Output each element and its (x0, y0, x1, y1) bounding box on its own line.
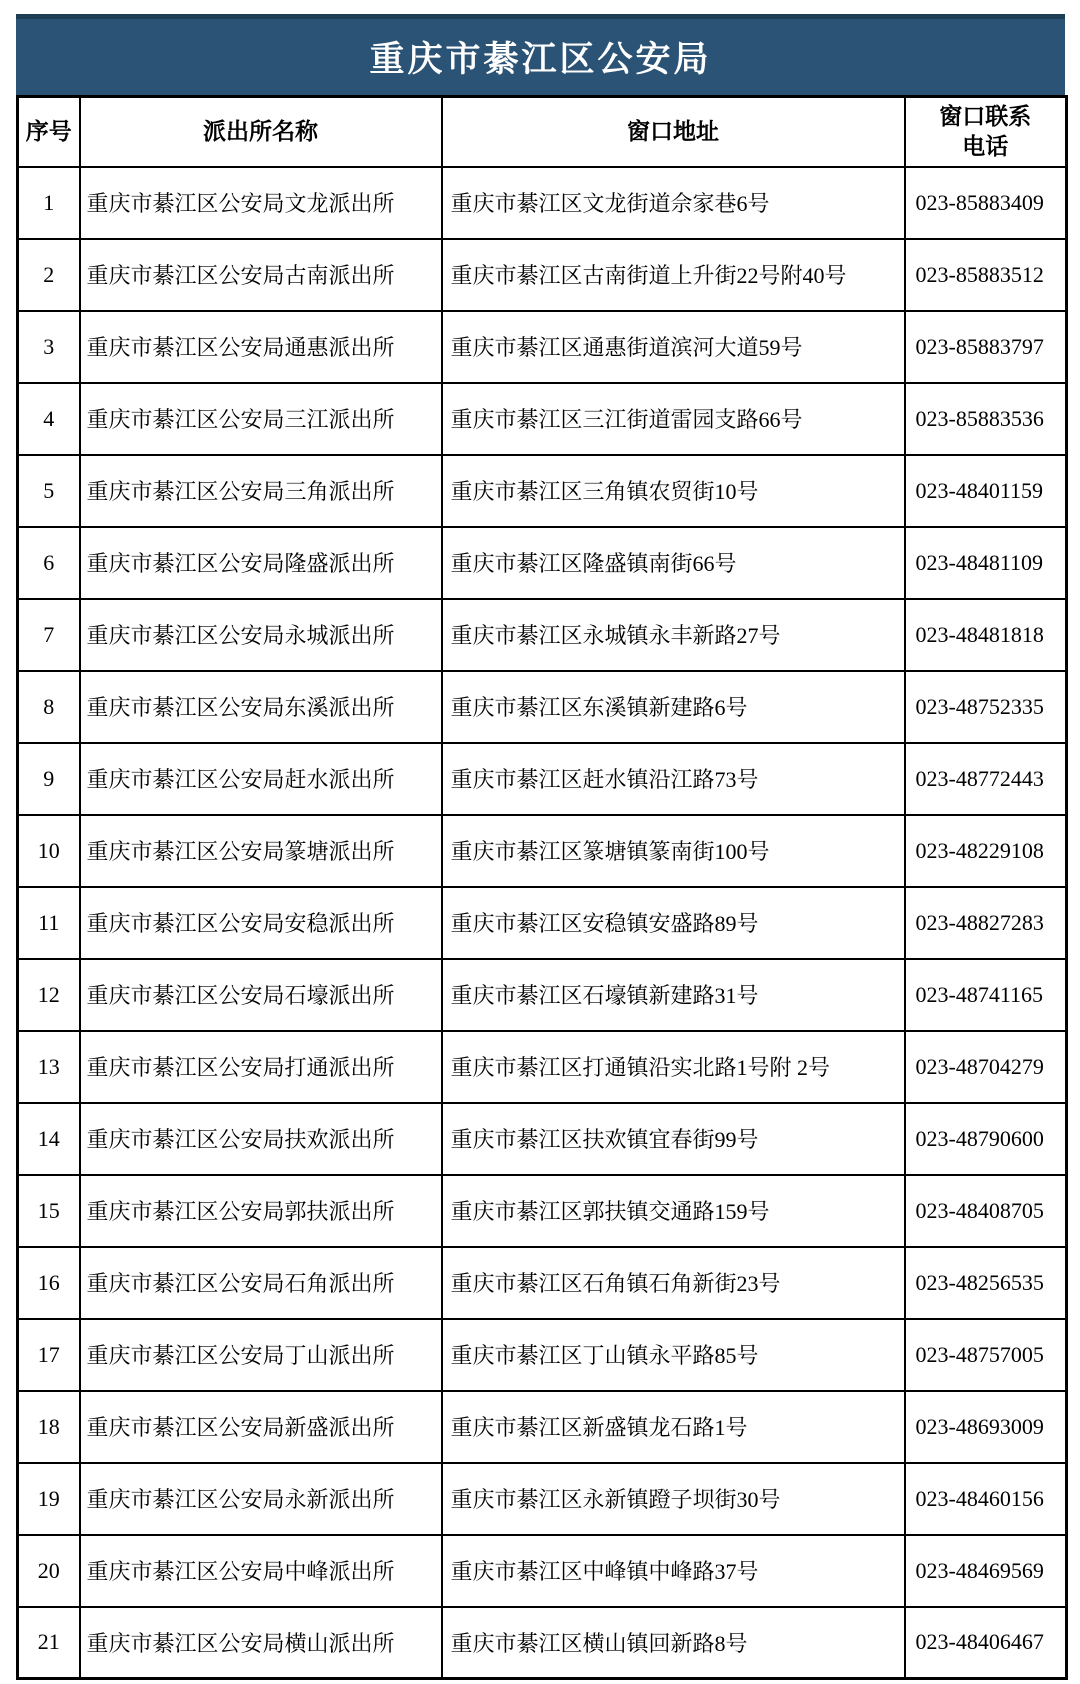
table-row (18, 1103, 1067, 1175)
window-address-cell: 重庆市綦江区郭扶镇交通路159号 (442, 1175, 905, 1247)
contact-phone-cell: 023-85883409 (905, 167, 1067, 239)
contact-phone-cell: 023-48460156 (905, 1463, 1067, 1535)
table-row (18, 1463, 1067, 1535)
table-row (18, 239, 1067, 311)
row-number-cell: 8 (18, 671, 80, 743)
row-number-cell: 5 (18, 455, 80, 527)
station-name-cell: 重庆市綦江区公安局中峰派出所 (80, 1535, 442, 1607)
row-number-cell: 21 (18, 1607, 80, 1679)
station-name-cell: 重庆市綦江区公安局安稳派出所 (80, 887, 442, 959)
column-header-no: 序号 (18, 97, 80, 167)
station-name-cell: 重庆市綦江区公安局新盛派出所 (80, 1391, 442, 1463)
window-address-cell: 重庆市綦江区扶欢镇宜春街99号 (442, 1103, 905, 1175)
station-name-cell: 重庆市綦江区公安局打通派出所 (80, 1031, 442, 1103)
contact-phone-cell: 023-85883536 (905, 383, 1067, 455)
column-header-address: 窗口地址 (442, 97, 905, 167)
table-row (18, 959, 1067, 1031)
window-address-cell: 重庆市綦江区永新镇蹬子坝街30号 (442, 1463, 905, 1535)
table-row (18, 383, 1067, 455)
table-row (18, 1175, 1067, 1247)
table-row (18, 887, 1067, 959)
row-number-cell: 2 (18, 239, 80, 311)
contact-phone-cell: 023-85883797 (905, 311, 1067, 383)
table-row (18, 1391, 1067, 1463)
contact-phone-cell: 023-48481818 (905, 599, 1067, 671)
station-name-cell: 重庆市綦江区公安局篆塘派出所 (80, 815, 442, 887)
window-address-cell: 重庆市綦江区东溪镇新建路6号 (442, 671, 905, 743)
table-row (18, 455, 1067, 527)
contact-phone-cell: 023-48757005 (905, 1319, 1067, 1391)
contact-phone-cell: 023-48401159 (905, 455, 1067, 527)
contact-phone-cell: 023-85883512 (905, 239, 1067, 311)
page-title: 重庆市綦江区公安局 (369, 40, 712, 79)
window-address-cell: 重庆市綦江区隆盛镇南街66号 (442, 527, 905, 599)
station-name-cell: 重庆市綦江区公安局古南派出所 (80, 239, 442, 311)
window-address-cell: 重庆市綦江区赶水镇沿江路73号 (442, 743, 905, 815)
window-address-cell: 重庆市綦江区篆塘镇篆南街100号 (442, 815, 905, 887)
table-row (18, 1535, 1067, 1607)
contact-phone-cell: 023-48741165 (905, 959, 1067, 1031)
window-address-cell: 重庆市綦江区永城镇永丰新路27号 (442, 599, 905, 671)
station-name-cell: 重庆市綦江区公安局石壕派出所 (80, 959, 442, 1031)
window-address-cell: 重庆市綦江区安稳镇安盛路89号 (442, 887, 905, 959)
window-address-cell: 重庆市綦江区古南街道上升街22号附40号 (442, 239, 905, 311)
window-address-cell: 重庆市綦江区新盛镇龙石路1号 (442, 1391, 905, 1463)
station-name-cell: 重庆市綦江区公安局东溪派出所 (80, 671, 442, 743)
row-number-cell: 12 (18, 959, 80, 1031)
table-row (18, 671, 1067, 743)
window-address-cell: 重庆市綦江区通惠街道滨河大道59号 (442, 311, 905, 383)
window-address-cell: 重庆市綦江区石角镇石角新街23号 (442, 1247, 905, 1319)
station-name-cell: 重庆市綦江区公安局文龙派出所 (80, 167, 442, 239)
table-header-row (18, 97, 1067, 167)
row-number-cell: 6 (18, 527, 80, 599)
station-name-cell: 重庆市綦江区公安局郭扶派出所 (80, 1175, 442, 1247)
table-row (18, 311, 1067, 383)
row-number-cell: 9 (18, 743, 80, 815)
row-number-cell: 15 (18, 1175, 80, 1247)
station-name-cell: 重庆市綦江区公安局横山派出所 (80, 1607, 442, 1679)
row-number-cell: 7 (18, 599, 80, 671)
table-row (18, 167, 1067, 239)
contact-phone-cell: 023-48229108 (905, 815, 1067, 887)
contact-phone-cell: 023-48481109 (905, 527, 1067, 599)
station-name-cell: 重庆市綦江区公安局丁山派出所 (80, 1319, 442, 1391)
station-name-cell: 重庆市綦江区公安局石角派出所 (80, 1247, 442, 1319)
contact-phone-cell: 023-48790600 (905, 1103, 1067, 1175)
column-header-name: 派出所名称 (80, 97, 442, 167)
window-address-cell: 重庆市綦江区丁山镇永平路85号 (442, 1319, 905, 1391)
table-row (18, 815, 1067, 887)
row-number-cell: 10 (18, 815, 80, 887)
window-address-cell: 重庆市綦江区三角镇农贸街10号 (442, 455, 905, 527)
station-name-cell: 重庆市綦江区公安局三江派出所 (80, 383, 442, 455)
row-number-cell: 18 (18, 1391, 80, 1463)
station-name-cell: 重庆市綦江区公安局三角派出所 (80, 455, 442, 527)
row-number-cell: 11 (18, 887, 80, 959)
title-bar (16, 14, 1065, 95)
column-header-phone (905, 97, 1067, 167)
station-name-cell: 重庆市綦江区公安局赶水派出所 (80, 743, 442, 815)
police-station-table (16, 95, 1068, 1680)
station-name-cell: 重庆市綦江区公安局永城派出所 (80, 599, 442, 671)
contact-phone-cell: 023-48752335 (905, 671, 1067, 743)
row-number-cell: 3 (18, 311, 80, 383)
table-row (18, 527, 1067, 599)
table-row (18, 743, 1067, 815)
row-number-cell: 20 (18, 1535, 80, 1607)
table-row (18, 1031, 1067, 1103)
contact-phone-cell: 023-48406467 (905, 1607, 1067, 1679)
contact-phone-cell: 023-48772443 (905, 743, 1067, 815)
row-number-cell: 1 (18, 167, 80, 239)
table-row (18, 1319, 1067, 1391)
contact-phone-cell: 023-48408705 (905, 1175, 1067, 1247)
station-name-cell: 重庆市綦江区公安局永新派出所 (80, 1463, 442, 1535)
row-number-cell: 13 (18, 1031, 80, 1103)
contact-phone-cell: 023-48469569 (905, 1535, 1067, 1607)
contact-phone-cell: 023-48693009 (905, 1391, 1067, 1463)
row-number-cell: 16 (18, 1247, 80, 1319)
contact-phone-cell: 023-48256535 (905, 1247, 1067, 1319)
station-name-cell: 重庆市綦江区公安局扶欢派出所 (80, 1103, 442, 1175)
window-address-cell: 重庆市綦江区石壕镇新建路31号 (442, 959, 905, 1031)
window-address-cell: 重庆市綦江区中峰镇中峰路37号 (442, 1535, 905, 1607)
column-header-phone-label: 窗口联系电话 (939, 103, 1032, 159)
contact-phone-cell: 023-48827283 (905, 887, 1067, 959)
window-address-cell: 重庆市綦江区文龙街道佘家巷6号 (442, 167, 905, 239)
row-number-cell: 4 (18, 383, 80, 455)
window-address-cell: 重庆市綦江区横山镇回新路8号 (442, 1607, 905, 1679)
window-address-cell: 重庆市綦江区打通镇沿实北路1号附 2号 (442, 1031, 905, 1103)
row-number-cell: 17 (18, 1319, 80, 1391)
station-name-cell: 重庆市綦江区公安局通惠派出所 (80, 311, 442, 383)
station-name-cell: 重庆市綦江区公安局隆盛派出所 (80, 527, 442, 599)
window-address-cell: 重庆市綦江区三江街道雷园支路66号 (442, 383, 905, 455)
row-number-cell: 19 (18, 1463, 80, 1535)
table-row (18, 1247, 1067, 1319)
row-number-cell: 14 (18, 1103, 80, 1175)
table-body (18, 167, 1067, 1679)
contact-phone-cell: 023-48704279 (905, 1031, 1067, 1103)
table-row (18, 1607, 1067, 1679)
table-row (18, 599, 1067, 671)
